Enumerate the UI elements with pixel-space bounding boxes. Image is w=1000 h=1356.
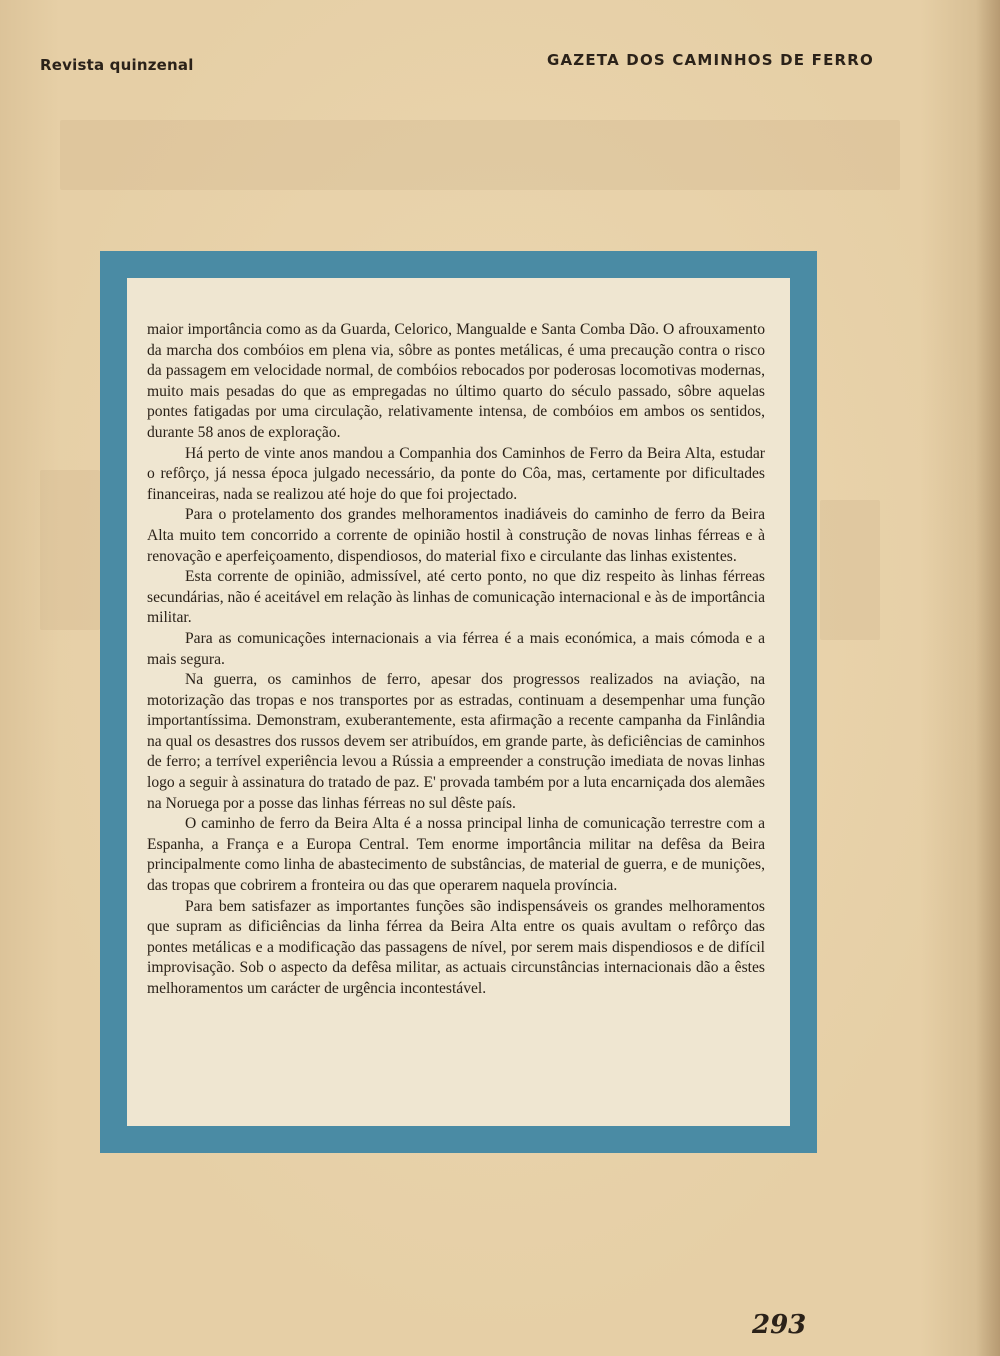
article-paragraph: maior importância como as da Guarda, Celorico, Mangualde e Santa Comba Dão. O afrouxamento da marcha dos combóios em plena via, sôbre as pontes metálicas, é uma precaução contra o risco da passagem em velocidade normal, de combóios rebocados por poderosas locomotivas modernas, muito mais pesadas do que as empregadas no último quarto do século passado, sôbre aquelas pontes fatigadas por uma circulação, relativamente intensa, de combóios em ambos os sentidos, durante 58 anos de exploração. bbox=[147, 321, 765, 441]
show-through-block bbox=[40, 470, 100, 630]
show-through-block bbox=[820, 500, 880, 640]
page-edge-shadow bbox=[976, 0, 1000, 1356]
header-journal-title: GAZETA DOS CAMINHOS DE FERRO bbox=[546, 51, 874, 69]
article-panel bbox=[127, 278, 790, 1126]
page-number: 293 bbox=[752, 1310, 807, 1340]
article-paragraph: Para as comunicações internacionais a via férrea é a mais económica, a mais cómoda e a mais segura. bbox=[147, 629, 765, 668]
article-paragraph: Há perto de vinte anos mandou a Companhia dos Caminhos de Ferro da Beira Alta, estudar o refôrço, já nessa época julgado necessário, da ponte do Côa, mas, certamente por dificultades financeiras, nada se realizou até hoje do que foi projectado. bbox=[147, 444, 765, 503]
article-frame bbox=[100, 251, 817, 1153]
header-publication-frequency: Revista quinzenal bbox=[40, 56, 194, 74]
article-paragraph: Para o protelamento dos grandes melhoramentos inadiáveis do caminho de ferro da Beira Alta muito tem concorrido a corrente de opinião hostil à construção de novas linhas férreas e à renovação e aperfeiçoamento, dispendiosos, do material fixo e circulante das linhas existentes. bbox=[147, 506, 765, 565]
article-paragraph: Para bem satisfazer as importantes funções são indispensáveis os grandes melhoramentos que supram as dificiências da linha férrea da Beira Alta entre os quais avultam o refôrço das pontes metálicas e a modificação das passagens de nível, por serem mais dispendiosos e de difícil improvisação. Sob o aspecto da defêsa militar, as actuais circunstâncias internacionais dão a êstes melhoramentos um carácter de urgência incontestável. bbox=[147, 897, 765, 997]
show-through-block bbox=[60, 120, 900, 190]
article-paragraph: Na guerra, os caminhos de ferro, apesar dos progressos realizados na aviação, na motorização das tropas e nos transportes por as estradas, continuam a desempenhar uma função importantíssima. Demonstram, exuberantemente, esta afirmação a recente campanha da Finlândia na qual os desastres dos russos devem ser atribuídos, em grande parte, às deficiências de caminhos de ferro; a terrível experiência levou a Rússia a empreender a construção imediata de novas linhas logo a seguir à assinatura do tratado de paz. E' provada também por a luta encarniçada dos alemães na Noruega por a posse das linhas férreas no sul dêste país. bbox=[147, 671, 765, 812]
article-paragraph: O caminho de ferro da Beira Alta é a nossa principal linha de comunicação terrestre com a Espanha, a França e a Europa Central. Tem enorme importância militar na defêsa da Beira principalmente como linha de abastecimento de substâncias, de material de guerra, e de munições, das tropas que cobrirem a fronteira ou das que operarem naquela província. bbox=[147, 815, 765, 895]
article-body bbox=[147, 320, 765, 1000]
article-paragraph: Esta corrente de opinião, admissível, até certo ponto, no que diz respeito às linhas férreas secundárias, não é aceitável em relação às linhas de comunicação internacional e às de importância militar. bbox=[147, 568, 765, 627]
